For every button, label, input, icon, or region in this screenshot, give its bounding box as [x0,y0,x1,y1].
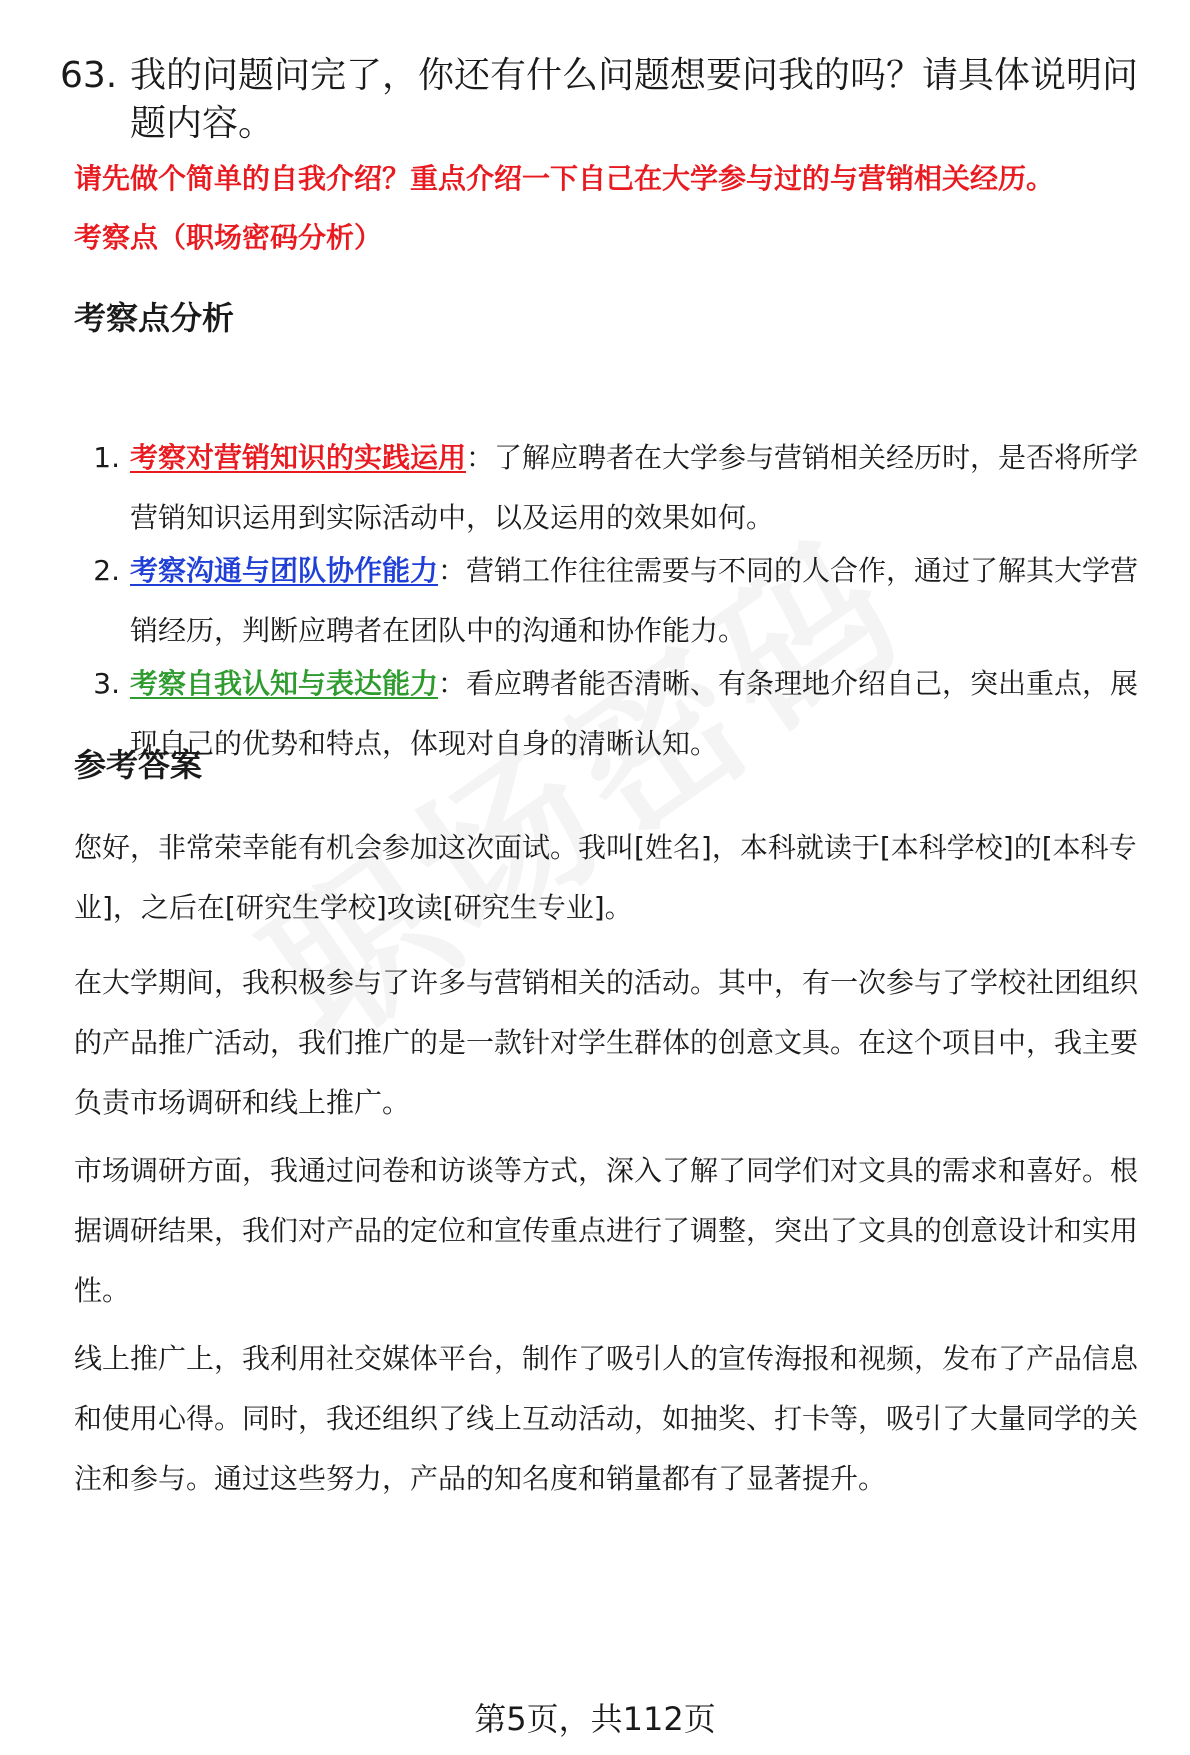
list-item-body [130,654,1154,774]
list-item-text: 了解应聘者在大学参与营销相关经历时，是否将所学营销知识运用到实际活动中，以及运用的效果如何。 [130,441,1139,534]
answer-paragraph: 在大学期间，我积极参与了许多与营销相关的活动。其中，有一次参与了学校社团组织的产品推广活动，我们推广的是一款针对学生群体的创意文具。在这个项目中，我主要负责市场调研和线上推广。 [74,966,1139,1119]
list-item-colon: ： [438,667,467,700]
list-item-keyword: 考察自我认知与表达能力 [130,667,439,700]
list-item-colon: ： [466,441,495,474]
question-title [60,52,1140,148]
list-item-number: 3. [93,667,120,700]
list-item [74,654,1154,774]
list-item-number: 2. [93,554,120,587]
prompt-line: 请先做个简单的自我介绍？重点介绍一下自己在大学参与过的与营销相关经历。 [74,162,1055,195]
answer-paragraph: 线上推广上，我利用社交媒体平台，制作了吸引人的宣传海报和视频，发布了产品信息和使用心得。同时，我还组织了线上互动活动，如抽奖、打卡等，吸引了大量同学的关注和参与。通过这些努力，产品的知名度和销量都有了显著提升。 [74,1342,1139,1495]
list-item-colon: ： [438,554,467,587]
list-item [74,428,1154,548]
list-item [74,541,1154,661]
list-item-body [130,428,1154,548]
answer-heading: 参考答案 [74,746,203,784]
question-text: 我的问题问完了，你还有什么问题想要问我的吗？请具体说明问题内容。 [130,55,1139,144]
list-item-keyword: 考察沟通与团队协作能力 [130,554,439,587]
list-item-keyword: 考察对营销知识的实践运用 [130,441,467,474]
answer-paragraph: 您好，非常荣幸能有机会参加这次面试。我叫[姓名]，本科就读于[本科学校]的[本科专业]，之后在[研究生学校]攻读[研究生专业]。 [74,831,1137,924]
list-item-number: 1. [93,441,120,474]
source-line: 考察点（职场密码分析） [74,221,383,254]
answer-paragraph: 市场调研方面，我通过问卷和访谈等方式，深入了解了同学们对文具的需求和喜好。根据调研结果，我们对产品的定位和宣传重点进行了调整，突出了文具的创意设计和实用性。 [74,1154,1139,1307]
analysis-list [74,428,1154,774]
list-item-text: 看应聘者能否清晰、有条理地介绍自己，突出重点，展现自己的优势和特点，体现对自身的清晰认知。 [130,667,1139,760]
analysis-heading: 考察点分析 [74,299,235,337]
question-number: 63. [60,55,118,96]
list-item-body [130,541,1154,661]
page-number-footer: 第5页，共112页 [474,1700,716,1738]
list-item-text: 营销工作往往需要与不同的人合作，通过了解其大学营销经历，判断应聘者在团队中的沟通和协作能力。 [130,554,1139,647]
